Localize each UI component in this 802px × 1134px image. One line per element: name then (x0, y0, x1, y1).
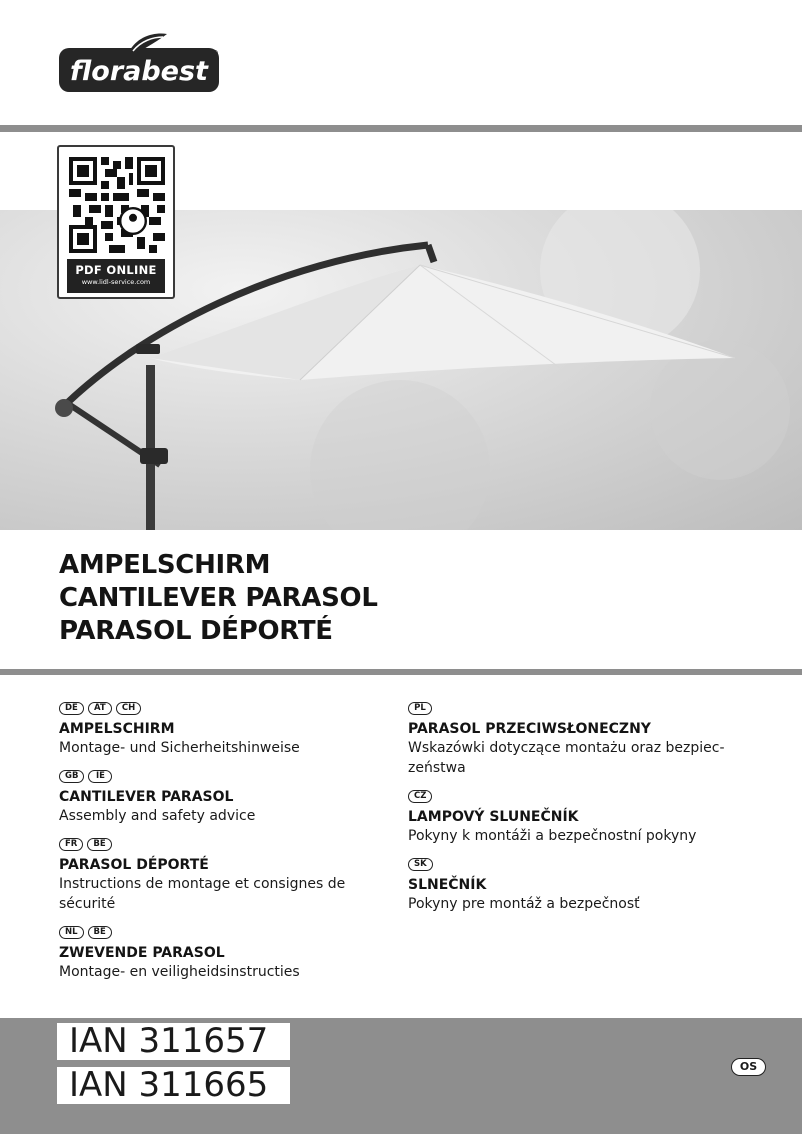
os-badge: OS (731, 1058, 766, 1076)
qr-url[interactable]: www.lidl-service.com (81, 278, 151, 286)
language-subtitle: Montage- en veiligheidsinstructies (59, 964, 300, 980)
language-block-pl (408, 702, 748, 778)
country-badge-at: AT (88, 702, 112, 715)
mid-rule (0, 669, 802, 675)
top-rule (0, 125, 802, 132)
language-title: PARASOL PRZECIWSŁONECZNY (408, 721, 651, 737)
language-subtitle: Pokyny k montáži a bezpečnostní pokyny (408, 828, 697, 844)
language-title: LAMPOVÝ SLUNEČNÍK (408, 809, 579, 825)
country-badge-gb: GB (59, 770, 84, 783)
qr-banner (67, 259, 165, 293)
language-block-de (59, 702, 399, 758)
country-badge-pl: PL (408, 702, 432, 715)
language-subtitle-line: Wskazówki dotyczące montażu oraz bezpiec- (408, 740, 725, 756)
brand-wordmark: florabest (70, 56, 208, 87)
country-badge-fr: FR (59, 838, 83, 851)
page-title-de: AMPELSCHIRM (59, 550, 271, 580)
country-badge-be: BE (87, 838, 111, 851)
qr-card[interactable] (57, 145, 175, 299)
ian-number-1: IAN 311657 (57, 1023, 290, 1060)
language-subtitle: Montage- und Sicherheitshinweise (59, 740, 300, 756)
language-block-nl (59, 926, 399, 982)
florabest-logo (59, 32, 219, 94)
language-title: SLNEČNÍK (408, 877, 487, 893)
language-title: AMPELSCHIRM (59, 721, 175, 737)
language-title: PARASOL DÉPORTÉ (59, 857, 209, 873)
language-block-sk (408, 858, 748, 914)
language-title: CANTILEVER PARASOL (59, 789, 234, 805)
country-badge-be: BE (88, 926, 112, 939)
ian-number-2: IAN 311665 (57, 1067, 290, 1104)
language-subtitle: Assembly and safety advice (59, 808, 256, 824)
language-title: ZWEVENDE PARASOL (59, 945, 225, 961)
country-badge-de: DE (59, 702, 84, 715)
registered-mark: ® (211, 49, 219, 58)
country-badge-ch: CH (116, 702, 141, 715)
page-title-fr: PARASOL DÉPORTÉ (59, 616, 333, 646)
languages-right-column (408, 702, 748, 914)
page-title-en: CANTILEVER PARASOL (59, 583, 378, 613)
qr-title: PDF ONLINE (75, 263, 157, 277)
language-subtitle: Pokyny pre montáž a bezpečnosť (408, 896, 640, 912)
country-badge-nl: NL (59, 926, 84, 939)
country-badge-ie: IE (88, 770, 112, 783)
country-badge-cz: CZ (408, 790, 432, 803)
language-block-fr (59, 838, 399, 914)
country-badge-sk: SK (408, 858, 433, 871)
language-block-cz (408, 790, 748, 846)
qr-code-icon (69, 157, 165, 253)
languages-left-column (59, 702, 399, 982)
language-subtitle: Instructions de montage et consignes de sécurité (59, 876, 346, 912)
language-subtitle-line: zeństwa (408, 760, 466, 776)
language-block-gb (59, 770, 399, 826)
